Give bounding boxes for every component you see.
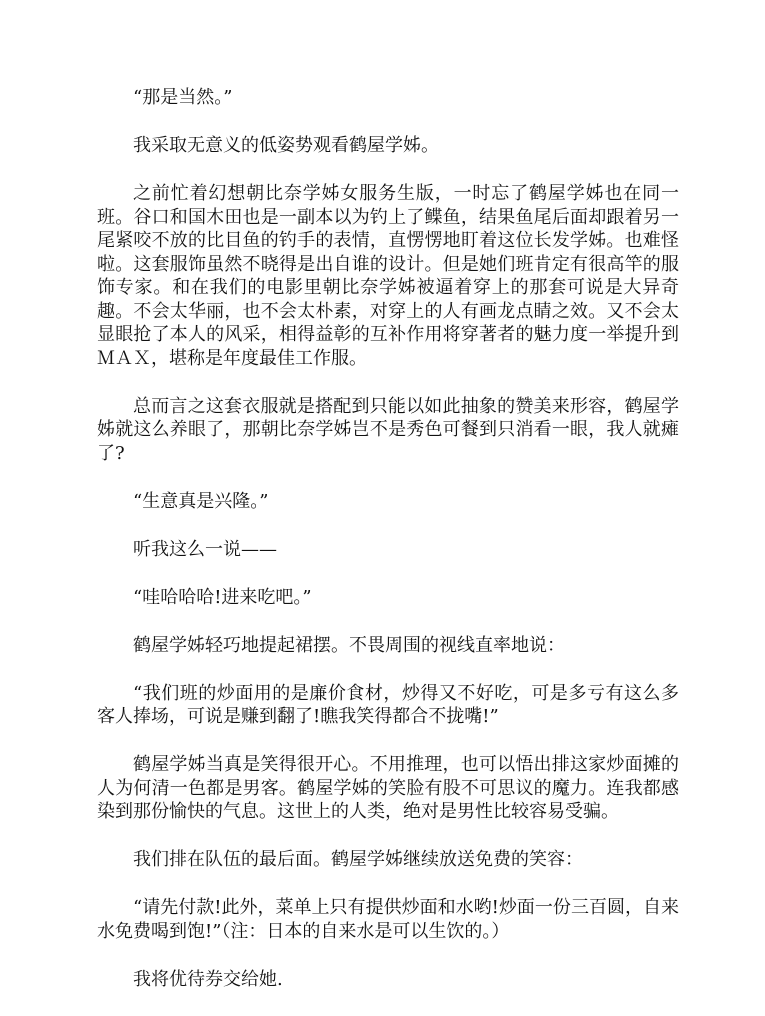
paragraph: “请先付款!此外，菜单上只有提供炒面和水哟!炒面一份三百圆，自来水免费喝到饱!”（注：日本的自来水是可以生饮的。） <box>97 897 679 942</box>
text-body <box>97 86 679 1016</box>
paragraph: 我采取无意义的低姿势观看鹤屋学姊。 <box>133 135 439 156</box>
paragraph: 我们排在队伍的最后面。鹤屋学姊继续放送免费的笑容： <box>133 849 583 870</box>
paragraph: “生意真是兴隆。” <box>133 490 269 512</box>
paragraph: “那是当然。” <box>133 87 233 108</box>
paragraph: 听我这么一说—— <box>133 538 277 560</box>
paragraph: 鹤屋学姊轻巧地提起裙摆。不畏周围的视线直率地说： <box>133 634 565 656</box>
paragraph: “哇哈哈哈!进来吃吧。” <box>133 586 312 608</box>
paragraph: “我们班的炒面用的是廉价食材，炒得又不好吃，可是多亏有这么多客人捧场，可说是赚到翻了!瞧我笑得都合不拢嘴!” <box>97 682 679 727</box>
paragraph: 我将优待券交给她. <box>133 968 283 990</box>
paragraph: 总而言之这套衣服就是搭配到只能以如此抽象的赞美来形容，鹤屋学姊就这么养眼了，那朝比奈学姊岂不是秀色可餐到只消看一眼，我人就瘫了? <box>97 395 679 464</box>
paragraph: 鹤屋学姊当真是笑得很开心。不用推理，也可以悟出排这家炒面摊的人为何清一色都是男客。鹤屋学姊的笑脸有股不可思议的魔力。连我都感染到那份愉快的气息。这世上的人类，绝对是男性比较容易受骗。 <box>97 754 679 822</box>
paragraph: 之前忙着幻想朝比奈学姊女服务生版，一时忘了鹤屋学姊也在同一班。谷口和国木田也是一副本以为钓上了鲽鱼，结果鱼尾后面却跟着另一尾紧咬不放的比目鱼的钓手的表情，直愣愣地盯着这位长发学姊。也难怪啦。这套服饰虽然不晓得是出自谁的设计。但是她们班肯定有很高竿的服饰专家。和在我们的电影里朝比奈学姊被逼着穿上的那套可说是大异奇趣。不会太华丽，也不会太朴素，对穿上的人有画龙点睛之效。又不会太显眼抢了本人的风采，相得益彰的互补作用将穿著者的魅力度一举提升到ＭＡＸ，堪称是年度最佳工作服。 <box>97 183 679 369</box>
